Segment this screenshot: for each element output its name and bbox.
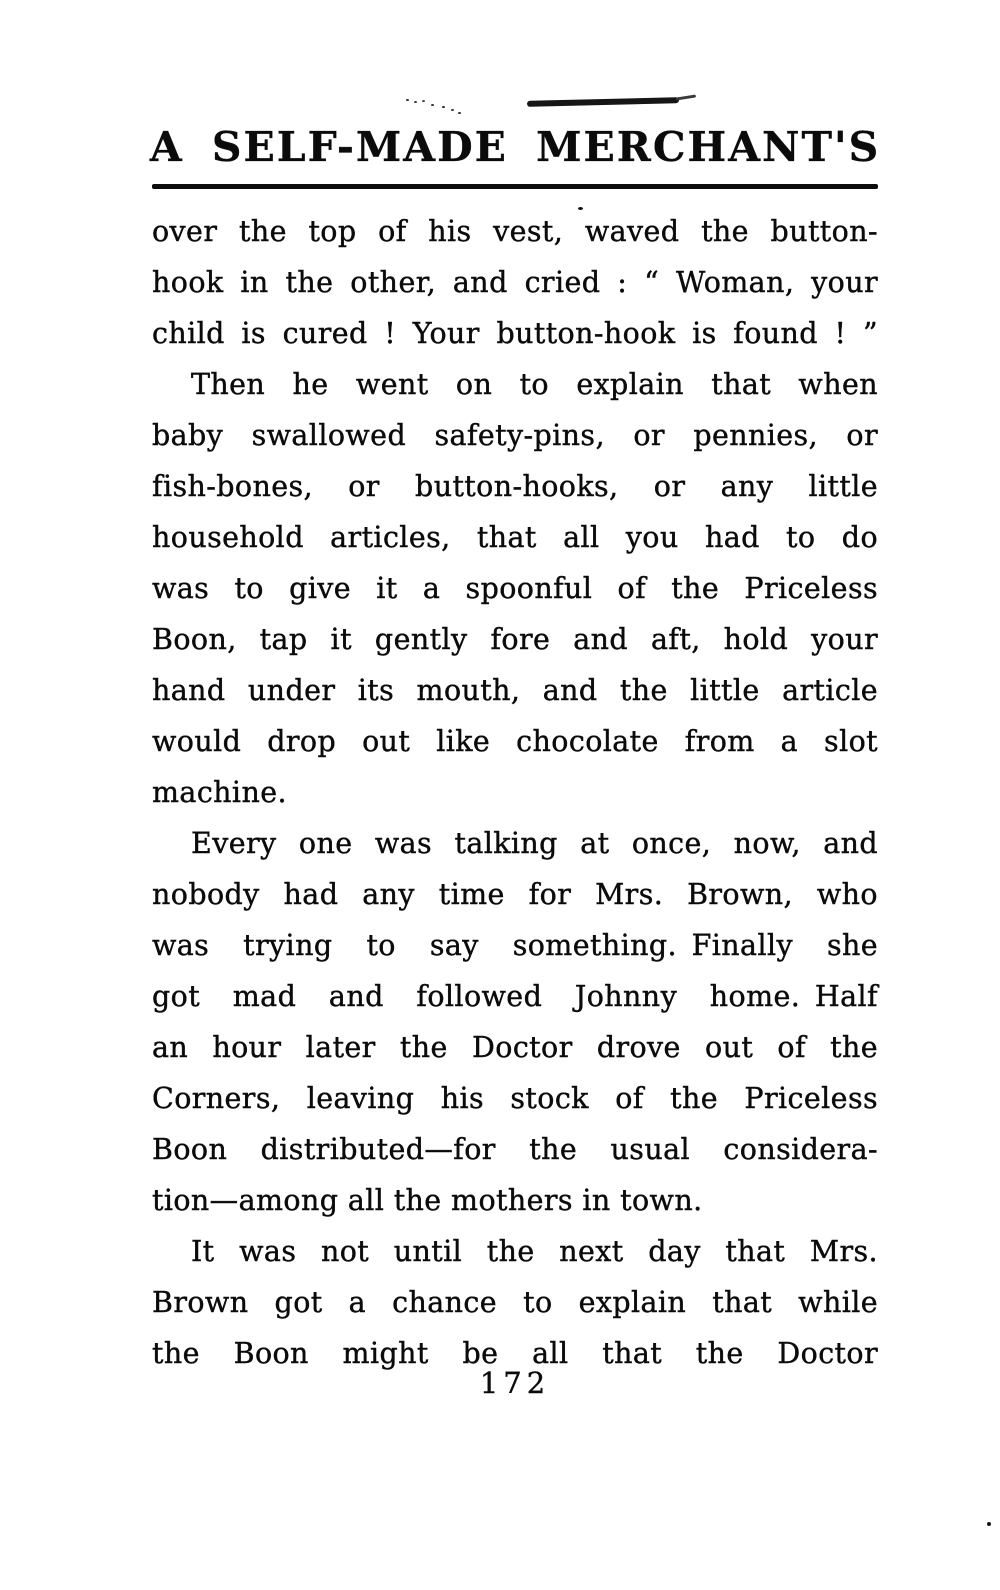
header-rule	[152, 184, 878, 189]
text-line: Boon distributed—for the usual considera-	[152, 1133, 878, 1166]
text-line: tion—among all the mothers in town.	[152, 1184, 703, 1217]
text-line: child is cured ! Your button-hook is found ! ”	[152, 317, 878, 350]
ink-speck	[987, 1522, 991, 1526]
text-line: Corners, leaving his stock of the Priceless	[152, 1082, 878, 1115]
text-line: baby swallowed safety-pins, or pennies, or	[152, 419, 878, 452]
body-text	[152, 206, 878, 1379]
text-line: It was not until the next day that Mrs.	[191, 1235, 878, 1268]
text-line: over the top of his vest, waved the button-	[152, 215, 878, 248]
text-line: was to give it a spoonful of the Priceless	[152, 572, 878, 605]
text-line: was trying to say something. Finally she	[152, 929, 878, 962]
text-line: Every one was talking at once, now, and	[191, 827, 878, 860]
text-line: got mad and followed Johnny home. Half	[152, 980, 878, 1013]
text-line: the Boon might be all that the Doctor	[152, 1337, 878, 1370]
text-line: hand under its mouth, and the little article	[152, 674, 878, 707]
text-line: Then he went on to explain that when	[191, 368, 878, 401]
ink-smudge-streak	[527, 97, 679, 107]
running-header-title: A SELF-MADE MERCHANT'S	[149, 123, 881, 171]
text-line: fish-bones, or button-hooks, or any little	[152, 470, 878, 503]
text-line: machine.	[152, 776, 287, 809]
text-line: an hour later the Doctor drove out of the	[152, 1031, 878, 1064]
page-number: 172	[479, 1366, 551, 1400]
text-line: nobody had any time for Mrs. Brown, who	[152, 878, 878, 911]
ink-smudge-dots	[406, 99, 409, 101]
text-line: hook in the other, and cried : “ Woman, your	[152, 266, 878, 299]
ink-smudge-streak-tail	[676, 94, 696, 100]
text-line: Brown got a chance to explain that while	[152, 1286, 878, 1319]
text-line: would drop out like chocolate from a slot	[152, 725, 878, 758]
text-line: Boon, tap it gently fore and aft, hold your	[152, 623, 878, 656]
text-line: household articles, that all you had to do	[152, 521, 878, 554]
